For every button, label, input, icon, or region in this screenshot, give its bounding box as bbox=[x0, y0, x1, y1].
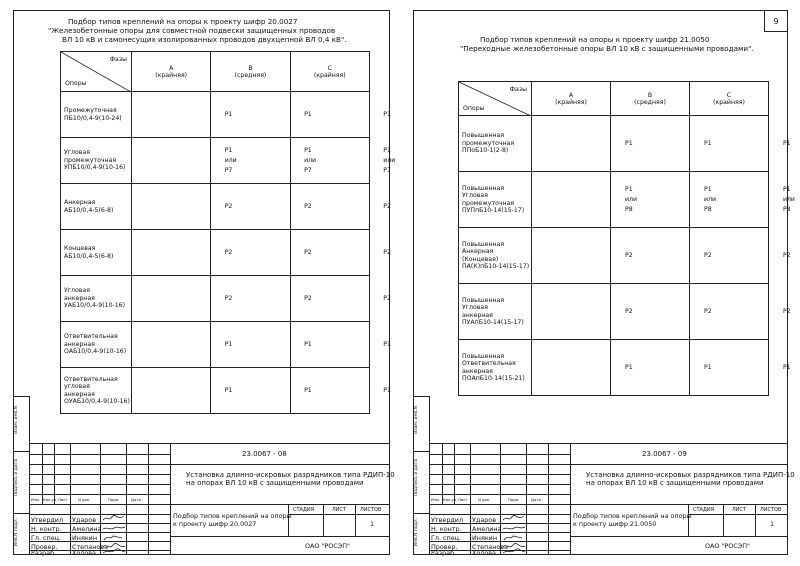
value-cell-b: P2 bbox=[211, 230, 290, 276]
value-cell-a: P2 bbox=[532, 228, 611, 284]
value-cell-c: P1 или P7 bbox=[290, 138, 369, 184]
approval-role: Гл. спец. bbox=[431, 534, 462, 542]
sheet-title-line2: к проекту шифр 21.0050 bbox=[573, 520, 657, 528]
value-cell-b: P2 bbox=[611, 284, 690, 340]
signature-mark bbox=[102, 515, 126, 522]
right-title-block bbox=[430, 443, 795, 557]
value-cell-c: P1 bbox=[290, 322, 369, 368]
value-cell-a: P2 bbox=[132, 184, 211, 230]
value-cell-c: P2 bbox=[689, 284, 768, 340]
corner-cell bbox=[459, 82, 532, 116]
col-kol-label: Кол.уч bbox=[443, 497, 457, 502]
left-title-block bbox=[30, 443, 395, 557]
support-cell: Повышенная Ответвительная анкерная ПОАпБ10-14(15-21) bbox=[459, 340, 532, 396]
value-cell-c: P1 bbox=[689, 116, 768, 172]
right-header-line1: Подбор типов креплений на опоры к проекту шифр 21.0050 bbox=[480, 35, 710, 44]
approval-role: Провер. bbox=[431, 543, 458, 551]
margin-label-sign: Подпись и дата bbox=[414, 459, 419, 497]
col-list-label: Лист bbox=[58, 497, 68, 502]
value-cell-b: P1 bbox=[211, 368, 290, 414]
signature-mark bbox=[102, 534, 126, 541]
phase-header-b: B (средняя) bbox=[611, 82, 690, 116]
margin-label-inv: Взам. инв.N bbox=[414, 406, 419, 434]
sheet-title-line1: Подбор типов креплений на опоры bbox=[573, 512, 692, 520]
sheets-label: ЛИСТОВ bbox=[360, 507, 382, 513]
table-row bbox=[61, 322, 370, 368]
approval-name: Инякин bbox=[72, 534, 97, 542]
support-cell: Анкерная АБ10/0,4-5(6-8) bbox=[61, 184, 132, 230]
sheet-label: ЛИСТ bbox=[332, 507, 347, 513]
approval-name: Ударов bbox=[72, 516, 96, 524]
approval-role: Гл. спец. bbox=[31, 534, 62, 542]
value-cell-b: P1 или P8 bbox=[611, 172, 690, 228]
value-cell-a: P1 bbox=[132, 368, 211, 414]
table-row bbox=[459, 172, 769, 228]
value-cell-a: P1 bbox=[132, 322, 211, 368]
table-row bbox=[459, 228, 769, 284]
value-cell-b: P1 или P7 bbox=[211, 138, 290, 184]
sheet-count-value: 1 bbox=[370, 520, 375, 528]
signature-mark bbox=[502, 525, 526, 532]
stage-label: СТАДИЯ bbox=[293, 507, 315, 513]
value-cell-c: P2 bbox=[689, 228, 768, 284]
table-row bbox=[61, 230, 370, 276]
phase-header-a: A (крайняя) bbox=[532, 82, 611, 116]
approval-role: Н. контр. bbox=[31, 525, 62, 533]
left-sheet bbox=[13, 10, 396, 557]
value-cell-b: P2 bbox=[211, 184, 290, 230]
phase-header-b: B (средняя) bbox=[211, 52, 290, 92]
col-izm-label: Изм. bbox=[431, 497, 440, 502]
table-row bbox=[61, 368, 370, 414]
approval-name: Холова bbox=[472, 549, 496, 557]
support-cell: Повышенная Угловая анкерная ПУАпБ10-14(15-17) bbox=[459, 284, 532, 340]
approval-name: Амелина bbox=[472, 525, 502, 533]
value-cell-c: P1 bbox=[689, 340, 768, 396]
phase-header-c: C (крайняя) bbox=[290, 52, 369, 92]
sheet-count-value: 1 bbox=[770, 520, 775, 528]
approval-role: Утвердил bbox=[431, 516, 464, 524]
value-cell-c: P1 bbox=[290, 368, 369, 414]
col-podp-label: Подп. bbox=[108, 497, 120, 502]
right-header-line2: "Переходные железобетонные опоры ВЛ 10 кВ с защищенными проводами". bbox=[460, 44, 754, 53]
value-cell-a: P2 bbox=[132, 230, 211, 276]
approval-name: Степанова bbox=[72, 543, 108, 551]
table-row bbox=[61, 138, 370, 184]
left-header-line2: "Железобетонные опоры для совместной подвески защищенных проводов bbox=[48, 26, 336, 35]
value-cell-c: P2 bbox=[290, 184, 369, 230]
margin-label-orig: Инв.N подл. bbox=[414, 518, 419, 547]
table-row bbox=[61, 184, 370, 230]
signature-mark bbox=[502, 534, 526, 541]
value-cell-a: P1 или P7 bbox=[132, 138, 211, 184]
value-cell-c: P2 bbox=[290, 276, 369, 322]
signature-mark bbox=[502, 515, 526, 522]
table-row bbox=[459, 340, 769, 396]
sheet-title-line2: к проекту шифр 20.0027 bbox=[173, 520, 257, 528]
right-margin-strip bbox=[413, 396, 430, 554]
signature-mark bbox=[502, 548, 526, 555]
value-cell-c: P1 bbox=[290, 92, 369, 138]
table-row bbox=[459, 116, 769, 172]
value-cell-a: P2 bbox=[132, 276, 211, 322]
corner-cell bbox=[61, 52, 132, 92]
left-support-table bbox=[60, 51, 396, 414]
margin-label-orig: Инв.N подл. bbox=[14, 518, 19, 547]
sheets-label: ЛИСТОВ bbox=[760, 507, 782, 513]
left-header-line1: Подбор типов креплений на опоры к проекту шифр 20.0027 bbox=[68, 17, 298, 26]
corner-phases-label: Фазы bbox=[509, 86, 527, 93]
support-cell: Ответвительная угловая анкерная ОУАБ10/0,4-9(10-16) bbox=[61, 368, 132, 414]
value-cell-b: P2 bbox=[611, 228, 690, 284]
approval-name: Ударов bbox=[472, 516, 496, 524]
support-cell: Концевая АБ10/0,4-5(6-8) bbox=[61, 230, 132, 276]
stage-label: СТАДИЯ bbox=[693, 507, 715, 513]
page-number: 9 bbox=[764, 10, 788, 32]
support-cell: Угловая анкерная УАБ10/0,4-9(10-16) bbox=[61, 276, 132, 322]
left-margin-strip bbox=[13, 396, 30, 554]
signature-mark bbox=[102, 548, 126, 555]
approval-name: Степанова bbox=[472, 543, 508, 551]
value-cell-c: P1 или P8 bbox=[689, 172, 768, 228]
drawing-title-line2: на опорах ВЛ 10 кВ с защищенными проводами bbox=[586, 479, 764, 487]
left-header bbox=[48, 17, 347, 44]
margin-label-sign: Подпись и дата bbox=[14, 459, 19, 497]
col-date-label: Дата bbox=[531, 497, 541, 502]
drawing-title-line2: на опорах ВЛ 10 кВ с защищенными проводами bbox=[186, 479, 364, 487]
support-cell: Ответвительная анкерная ОАБ10/0,4-9(10-16) bbox=[61, 322, 132, 368]
approval-name: Амелина bbox=[72, 525, 102, 533]
value-cell-a: P1 bbox=[132, 92, 211, 138]
col-date-label: Дата bbox=[131, 497, 141, 502]
support-cell: Угловая промежуточная УПБ10/0,4-9(10-16) bbox=[61, 138, 132, 184]
value-cell-a: P1 или P8 bbox=[532, 172, 611, 228]
left-header-line3: ВЛ 10 кВ и самонесущих изолированных проводов двухцепной ВЛ 0,4 кВ". bbox=[62, 35, 347, 44]
corner-phases-label: Фазы bbox=[109, 56, 127, 63]
approval-role: Провер. bbox=[31, 543, 58, 551]
table-row bbox=[61, 276, 370, 322]
col-list-label: Лист bbox=[458, 497, 468, 502]
value-cell-a: P1 bbox=[532, 116, 611, 172]
drawing-code: 23.0067 - 09 bbox=[642, 450, 687, 458]
approval-name: Холова bbox=[72, 549, 96, 557]
value-cell-a: P1 bbox=[532, 340, 611, 396]
right-header bbox=[460, 35, 754, 53]
col-doc-label: N док. bbox=[478, 497, 491, 502]
right-support-table bbox=[458, 81, 795, 396]
col-kol-label: Кол.уч bbox=[43, 497, 57, 502]
approval-name: Инякин bbox=[472, 534, 497, 542]
table-row bbox=[459, 284, 769, 340]
value-cell-b: P1 bbox=[211, 322, 290, 368]
support-cell: Повышенная промежуточная ППоБ10-1(2-8) bbox=[459, 116, 532, 172]
value-cell-a: P2 bbox=[532, 284, 611, 340]
sheet-label: ЛИСТ bbox=[732, 507, 747, 513]
approval-role: Разраб. bbox=[431, 549, 457, 557]
col-izm-label: Изм. bbox=[31, 497, 40, 502]
value-cell-c: P2 bbox=[290, 230, 369, 276]
value-cell-b: P2 bbox=[211, 276, 290, 322]
value-cell-b: P1 bbox=[611, 116, 690, 172]
right-sheet bbox=[413, 10, 795, 557]
approval-role: Утвердил bbox=[31, 516, 64, 524]
corner-supports-label: Опоры bbox=[65, 80, 87, 87]
support-cell: Промежуточная ПБ10/0,4-9(10-24) bbox=[61, 92, 132, 138]
col-podp-label: Подп. bbox=[508, 497, 520, 502]
approval-role: Разраб. bbox=[31, 549, 57, 557]
value-cell-b: P1 bbox=[211, 92, 290, 138]
organization-name: ОАО "РОСЭП" bbox=[305, 542, 350, 550]
organization-name: ОАО "РОСЭП" bbox=[705, 542, 750, 550]
margin-label-inv: Взам. инв.N bbox=[14, 406, 19, 434]
corner-supports-label: Опоры bbox=[463, 105, 485, 112]
support-cell: Повышенная Анкерная (Концевая) ПА(К)пБ10-14(15-17) bbox=[459, 228, 532, 284]
approval-role: Н. контр. bbox=[431, 525, 462, 533]
sheet-title-line1: Подбор типов креплений на опоры bbox=[173, 512, 292, 520]
support-cell: Повышенная Угловая промежуточная ПУПпБ10-14(15-17) bbox=[459, 172, 532, 228]
phase-header-c: C (крайняя) bbox=[689, 82, 768, 116]
col-doc-label: N док. bbox=[78, 497, 91, 502]
phase-header-a: A (крайняя) bbox=[132, 52, 211, 92]
value-cell-b: P1 bbox=[611, 340, 690, 396]
table-row bbox=[61, 92, 370, 138]
drawing-title-line1: Установка длинно-искровых разрядников типа РДИП-10 bbox=[586, 471, 795, 479]
drawing-title-line1: Установка длинно-искровых разрядников типа РДИП-10 bbox=[186, 471, 395, 479]
signature-mark bbox=[102, 525, 126, 532]
drawing-code: 23.0067 - 08 bbox=[242, 450, 287, 458]
